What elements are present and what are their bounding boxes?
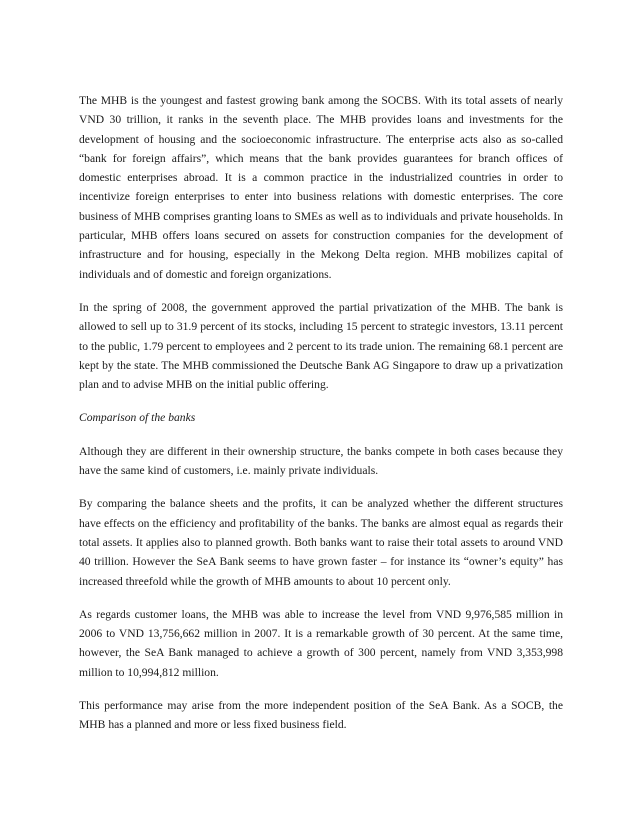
paragraph-mhb-overview: The MHB is the youngest and fastest growing bank among the SOCBS. With its total assets of nearly VND 30 trillion, it ranks in the seventh place. The MHB provides loans and investments for the development of housing and the socioeconomic infrastructure. The enterprise acts also as so-called “bank for foreign affairs”, which means that the bank provides guarantees for branch offices of domestic enterprises abroad. It is a common practice in the industrialized countries in order to incentivize foreign enterprises to enter into business relations with domestic enterprises. The core business of MHB comprises granting loans to SMEs as well as to individuals and private households. In particular, MHB offers loans secured on assets for construction companies for the development of infrastructure and for housing, especially in the Mekong Delta region. MHB mobilizes capital of individuals and of domestic and foreign organizations. [79, 94, 563, 281]
paragraph-customer-loans: As regards customer loans, the MHB was able to increase the level from VND 9,976,585 million in 2006 to VND 13,756,662 million in 2007. It is a remarkable growth of 30 percent. At the same time, however, the SeA Bank managed to achieve a growth of 300 percent, namely from VND 3,353,998 million to 10,994,812 million. [79, 607, 563, 679]
paragraph-balance-sheets: By comparing the balance sheets and the profits, it can be analyzed whether the different structures have effects on the efficiency and profitability of the banks. The banks are almost equal as regards their total assets. It applies also to planned growth. Both banks want to raise their total assets to around VND 40 trillion. However the SeA Bank seems to have grown faster – for instance its “owner’s equity” has increased threefold while the growth of MHB amounts to about 10 percent only. [79, 497, 563, 588]
document-page [79, 91, 563, 735]
paragraph-performance: This performance may arise from the more independent position of the SeA Bank. As a SOCB, the MHB has a planned and more or less fixed business field. [79, 699, 563, 732]
section-heading: Comparison of the banks [79, 411, 196, 425]
paragraph-privatization: In the spring of 2008, the government approved the partial privatization of the MHB. The bank is allowed to sell up to 31.9 percent of its stocks, including 15 percent to strategic investors, 13.11 percent to the public, 1.79 percent to employees and 2 percent to its trade union. The remaining 68.1 percent are kept by the state. The MHB commissioned the Deutsche Bank AG Singapore to draw up a privatization plan and to advise MHB on the initial public offering. [79, 300, 563, 392]
paragraph-ownership: Although they are different in their ownership structure, the banks compete in both cases because they have the same kind of customers, i.e. mainly private individuals. [79, 444, 563, 478]
